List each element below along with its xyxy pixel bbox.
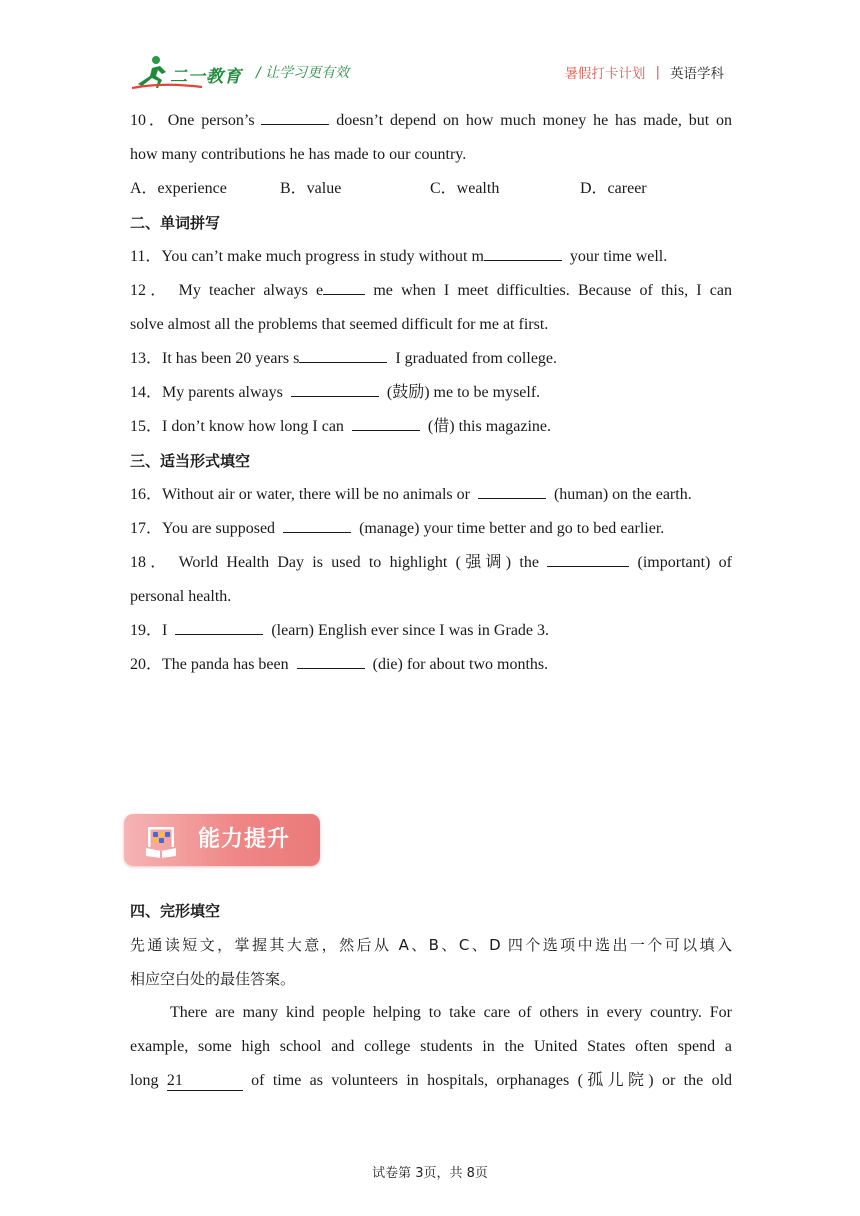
- logo-text: 二一教育: [170, 67, 242, 86]
- question-text: I don’t know how long I can: [162, 418, 344, 435]
- question-13: [130, 342, 732, 376]
- question-text: It has been 20 years s: [162, 350, 300, 367]
- header-right: [564, 62, 724, 82]
- cloze-section: [130, 894, 732, 1098]
- option-d[interactable]: D．career: [580, 180, 647, 197]
- ability-boost-banner: [124, 814, 320, 866]
- question-text: (die) for about two months.: [372, 656, 549, 673]
- question-number: 10．: [130, 112, 168, 129]
- question-text: I graduated from college.: [395, 350, 558, 367]
- cloze-blank-21[interactable]: 21: [167, 1072, 243, 1091]
- question-number: 16．: [130, 486, 163, 503]
- question-number: 19．: [130, 622, 163, 639]
- question-text: World Health Day is used to highlight (强调) the: [178, 554, 539, 571]
- question-text: You are supposed: [162, 520, 276, 537]
- question-10-options: [130, 172, 732, 206]
- passage-text: long: [130, 1072, 159, 1089]
- page-header: [0, 0, 860, 100]
- exercise-content: [130, 104, 732, 682]
- question-10: [130, 104, 732, 138]
- question-number: 17．: [130, 520, 163, 537]
- question-text: My teacher always e: [178, 282, 324, 299]
- question-11: [130, 240, 732, 274]
- subject-label: 英语学科: [670, 66, 724, 82]
- answer-blank[interactable]: [299, 344, 387, 363]
- question-text: (learn) English ever since I was in Grade 3.: [271, 622, 550, 639]
- summer-plan-label: 暑假打卡计划: [564, 66, 646, 82]
- question-text: Without air or water, there will be no animals or: [162, 486, 470, 503]
- question-18: [130, 546, 732, 580]
- question-16: [130, 478, 732, 512]
- question-18-line2: personal health.: [130, 588, 232, 605]
- question-text: (鼓励) me to be myself.: [386, 384, 541, 401]
- answer-blank[interactable]: [175, 616, 263, 635]
- question-text: (human) on the earth.: [553, 486, 692, 503]
- question-text: doesn’t depend on how much money he has made, but on: [336, 112, 733, 129]
- question-text: I: [162, 622, 168, 639]
- question-text: (manage) your time better and go to bed earlier.: [359, 520, 665, 537]
- header-separator: |: [655, 64, 660, 80]
- answer-blank[interactable]: [323, 276, 365, 295]
- answer-blank[interactable]: [291, 378, 379, 397]
- passage-line1: There are many kind people helping to take care of others in every country. For: [170, 1004, 732, 1021]
- question-number: 14．: [130, 384, 163, 401]
- question-number: 20．: [130, 656, 163, 673]
- question-text: (借) this magazine.: [427, 418, 551, 435]
- question-12: [130, 274, 732, 308]
- page-footer: 试卷第 3页，共 8页: [372, 1166, 488, 1181]
- question-text: One person’s: [167, 112, 255, 129]
- question-number: 15．: [130, 418, 163, 435]
- answer-blank[interactable]: [352, 412, 420, 431]
- question-text: (important) of: [637, 554, 732, 571]
- slogan: / 让学习更有效: [256, 65, 350, 81]
- question-17: [130, 512, 732, 546]
- passage-line2: example, some high school and college students in the United States often spend a: [130, 1038, 732, 1055]
- question-number: 18．: [130, 554, 171, 571]
- question-15: [130, 410, 732, 444]
- question-10-line2: how many contributions he has made to our country.: [130, 146, 467, 163]
- instruction-line2: 相应空白处的最佳答案。: [130, 970, 296, 988]
- answer-blank[interactable]: [478, 480, 546, 499]
- section-heading-forms: 三、适当形式填空: [130, 452, 251, 470]
- question-text: your time well.: [569, 248, 668, 265]
- question-14: [130, 376, 732, 410]
- option-b[interactable]: B．value: [280, 180, 342, 197]
- question-text: My parents always: [162, 384, 283, 401]
- passage-text: of time as volunteers in hospitals, orphanages (孤儿院) or the old: [251, 1072, 733, 1089]
- question-12-line2: solve almost all the problems that seemed difficult for me at first.: [130, 316, 549, 333]
- question-number: 12．: [130, 282, 171, 299]
- answer-blank[interactable]: [297, 650, 365, 669]
- option-a[interactable]: A．experience: [130, 180, 227, 197]
- question-number: 11．: [130, 248, 162, 265]
- question-19: [130, 614, 732, 648]
- instruction-line1: 先通读短文，掌握其大意，然后从 A、B、C、D 四个选项中选出一个可以填入: [130, 936, 732, 954]
- answer-blank[interactable]: [484, 242, 562, 261]
- book-abacus-icon: [144, 824, 178, 858]
- passage-line3: [130, 1064, 732, 1098]
- question-text: The panda has been: [162, 656, 289, 673]
- option-c[interactable]: C．wealth: [430, 180, 500, 197]
- section-heading-spelling: 二、单词拼写: [130, 214, 221, 232]
- question-20: [130, 648, 732, 682]
- answer-blank[interactable]: [261, 106, 329, 125]
- question-text: You can’t make much progress in study without m: [161, 248, 484, 265]
- section-heading-cloze: 四、完形填空: [130, 902, 221, 920]
- question-text: me when I meet difficulties. Because of this, I can: [373, 282, 733, 299]
- question-number: 13．: [130, 350, 163, 367]
- banner-title: 能力提升: [198, 827, 291, 852]
- answer-blank[interactable]: [547, 548, 629, 567]
- answer-blank[interactable]: [283, 514, 351, 533]
